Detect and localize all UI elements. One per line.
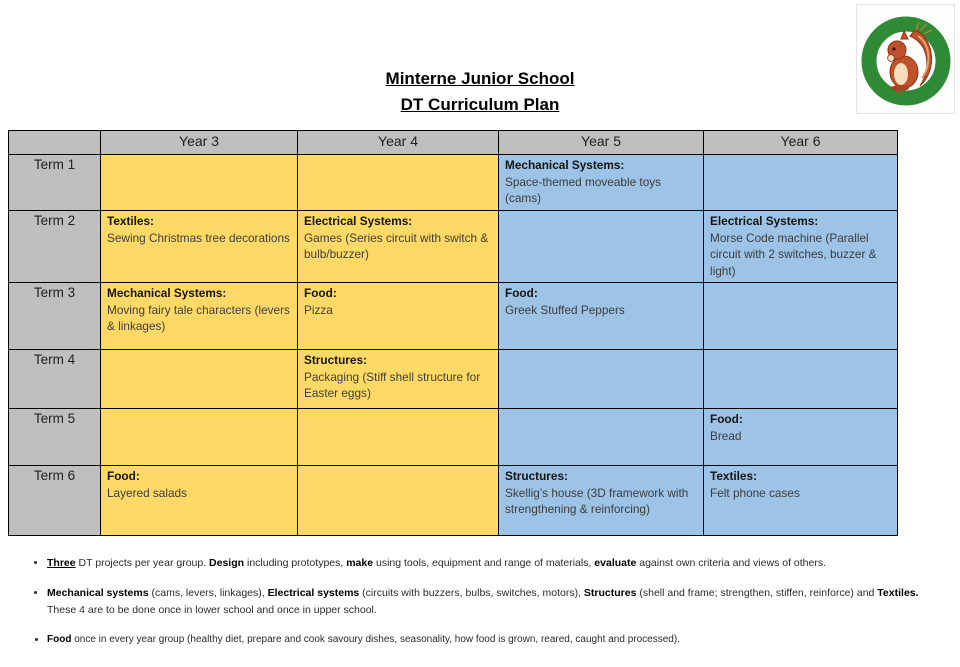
curriculum-cell-year-5-term-1 xyxy=(499,155,704,211)
note-text-segment: including prototypes, xyxy=(244,557,347,569)
table-row-term-3 xyxy=(9,283,898,350)
curriculum-cell-year-6-term-1 xyxy=(704,155,898,211)
note-text-segment: against own criteria and views of others. xyxy=(636,557,827,569)
column-header-year-6: Year 6 xyxy=(704,131,898,155)
project-category: Textiles: xyxy=(107,214,154,228)
project-category: Food: xyxy=(107,469,140,483)
curriculum-cell-year-5-term-6 xyxy=(499,466,704,536)
row-header-term-1: Term 1 xyxy=(9,155,101,211)
school-logo xyxy=(856,4,955,114)
note-text-segment: DT projects per year group. xyxy=(75,557,210,569)
curriculum-cell-year-6-term-4 xyxy=(704,350,898,409)
project-description: Morse Code machine (Parallel circuit with 2 switches, buzzer & light) xyxy=(710,230,877,278)
note-item-2 xyxy=(47,585,934,618)
table-row-term-5 xyxy=(9,409,898,466)
project-description: Layered salads xyxy=(107,485,188,500)
note-text-segment: using tools, equipment and range of materials, xyxy=(373,557,595,569)
note-text-segment: (cams, levers, linkages), xyxy=(148,587,268,600)
table-row-term-6 xyxy=(9,466,898,536)
curriculum-cell-year-5-term-5 xyxy=(499,409,704,466)
note-text-segment: (circuits with buzzers, bulbs, switches, motors), xyxy=(359,587,584,600)
curriculum-cell-year-6-term-3 xyxy=(704,283,898,350)
notes-list xyxy=(0,555,960,647)
project-category: Food: xyxy=(304,286,337,300)
title-block xyxy=(0,0,960,117)
row-header-term-4: Term 4 xyxy=(9,350,101,409)
curriculum-table xyxy=(8,130,898,536)
curriculum-cell-year-4-term-4 xyxy=(298,350,499,409)
row-header-term-3: Term 3 xyxy=(9,283,101,350)
project-description: Space-themed moveable toys (cams) xyxy=(505,174,662,206)
project-category: Food: xyxy=(505,286,538,300)
curriculum-cell-year-6-term-5 xyxy=(704,409,898,466)
note-text-segment: These 4 are to be done once in lower school and once in upper school. xyxy=(47,603,377,616)
header-row xyxy=(9,131,898,155)
note-item-3 xyxy=(47,632,934,648)
curriculum-cell-year-4-term-3 xyxy=(298,283,499,350)
column-header-year-5: Year 5 xyxy=(499,131,704,155)
note-text-segment: Food xyxy=(47,633,72,645)
project-category: Textiles: xyxy=(710,469,757,483)
note-text-segment: once in every year group (healthy diet, prepare and cook savoury dishes, seasonality, how food is grown, reared, caught and processed). xyxy=(71,633,680,645)
curriculum-cell-year-4-term-6 xyxy=(298,466,499,536)
note-text-segment: Structures xyxy=(583,587,637,600)
project-category: Structures: xyxy=(505,469,568,483)
project-description: Greek Stuffed Peppers xyxy=(505,302,625,317)
project-category: Mechanical Systems: xyxy=(505,158,625,172)
project-description: Packaging (Stiff shell structure for Easter eggs) xyxy=(304,369,481,401)
table-row-term-2 xyxy=(9,211,898,283)
note-text-segment: Mechanical systems xyxy=(47,587,149,600)
note-text-segment: Three xyxy=(47,557,76,569)
curriculum-cell-year-3-term-1 xyxy=(101,155,298,211)
curriculum-cell-year-6-term-6 xyxy=(704,466,898,536)
page-subtitle: DT Curriculum Plan xyxy=(400,94,560,114)
note-item-1 xyxy=(47,555,934,571)
project-category: Mechanical Systems: xyxy=(107,286,227,300)
note-text-segment: make xyxy=(346,557,374,569)
curriculum-cell-year-4-term-5 xyxy=(298,409,499,466)
column-header-year-4: Year 4 xyxy=(298,131,499,155)
curriculum-cell-year-3-term-4 xyxy=(101,350,298,409)
curriculum-cell-year-4-term-1 xyxy=(298,155,499,211)
column-header-year-3: Year 3 xyxy=(101,131,298,155)
project-description: Skellig’s house (3D framework with strengthening & reinforcing) xyxy=(505,485,689,517)
note-text-segment: Textiles. xyxy=(877,587,919,600)
project-description: Felt phone cases xyxy=(710,485,800,500)
project-description: Games (Series circuit with switch & bulb/buzzer) xyxy=(304,230,489,262)
project-description: Bread xyxy=(710,428,742,443)
row-header-term-2: Term 2 xyxy=(9,211,101,283)
curriculum-cell-year-3-term-3 xyxy=(101,283,298,350)
curriculum-cell-year-3-term-5 xyxy=(101,409,298,466)
project-category: Electrical Systems: xyxy=(304,214,413,228)
row-header-term-6: Term 6 xyxy=(9,466,101,536)
corner-cell xyxy=(9,131,101,155)
project-description: Pizza xyxy=(304,302,333,317)
squirrel-logo-icon xyxy=(860,8,952,110)
table-row-term-1 xyxy=(9,155,898,211)
curriculum-cell-year-5-term-4 xyxy=(499,350,704,409)
project-category: Structures: xyxy=(304,353,367,367)
note-text-segment: Electrical systems xyxy=(267,587,360,600)
curriculum-cell-year-4-term-2 xyxy=(298,211,499,283)
table-row-term-4 xyxy=(9,350,898,409)
curriculum-cell-year-3-term-2 xyxy=(101,211,298,283)
curriculum-cell-year-6-term-2 xyxy=(704,211,898,283)
table-body xyxy=(9,155,898,536)
table-header xyxy=(9,131,898,155)
note-text-segment: Design xyxy=(209,557,245,569)
curriculum-cell-year-3-term-6 xyxy=(101,466,298,536)
curriculum-cell-year-5-term-3 xyxy=(499,283,704,350)
curriculum-cell-year-5-term-2 xyxy=(499,211,704,283)
project-category: Electrical Systems: xyxy=(710,214,819,228)
note-text-segment: (shell and frame; strengthen, stiffen, reinforce) and xyxy=(636,587,878,600)
note-text-segment: evaluate xyxy=(594,557,637,569)
row-header-term-5: Term 5 xyxy=(9,409,101,466)
project-category: Food: xyxy=(710,412,743,426)
project-description: Moving fairy tale characters (levers & linkages) xyxy=(107,302,290,334)
project-description: Sewing Christmas tree decorations xyxy=(107,230,290,245)
page-title: Minterne Junior School xyxy=(385,69,575,88)
